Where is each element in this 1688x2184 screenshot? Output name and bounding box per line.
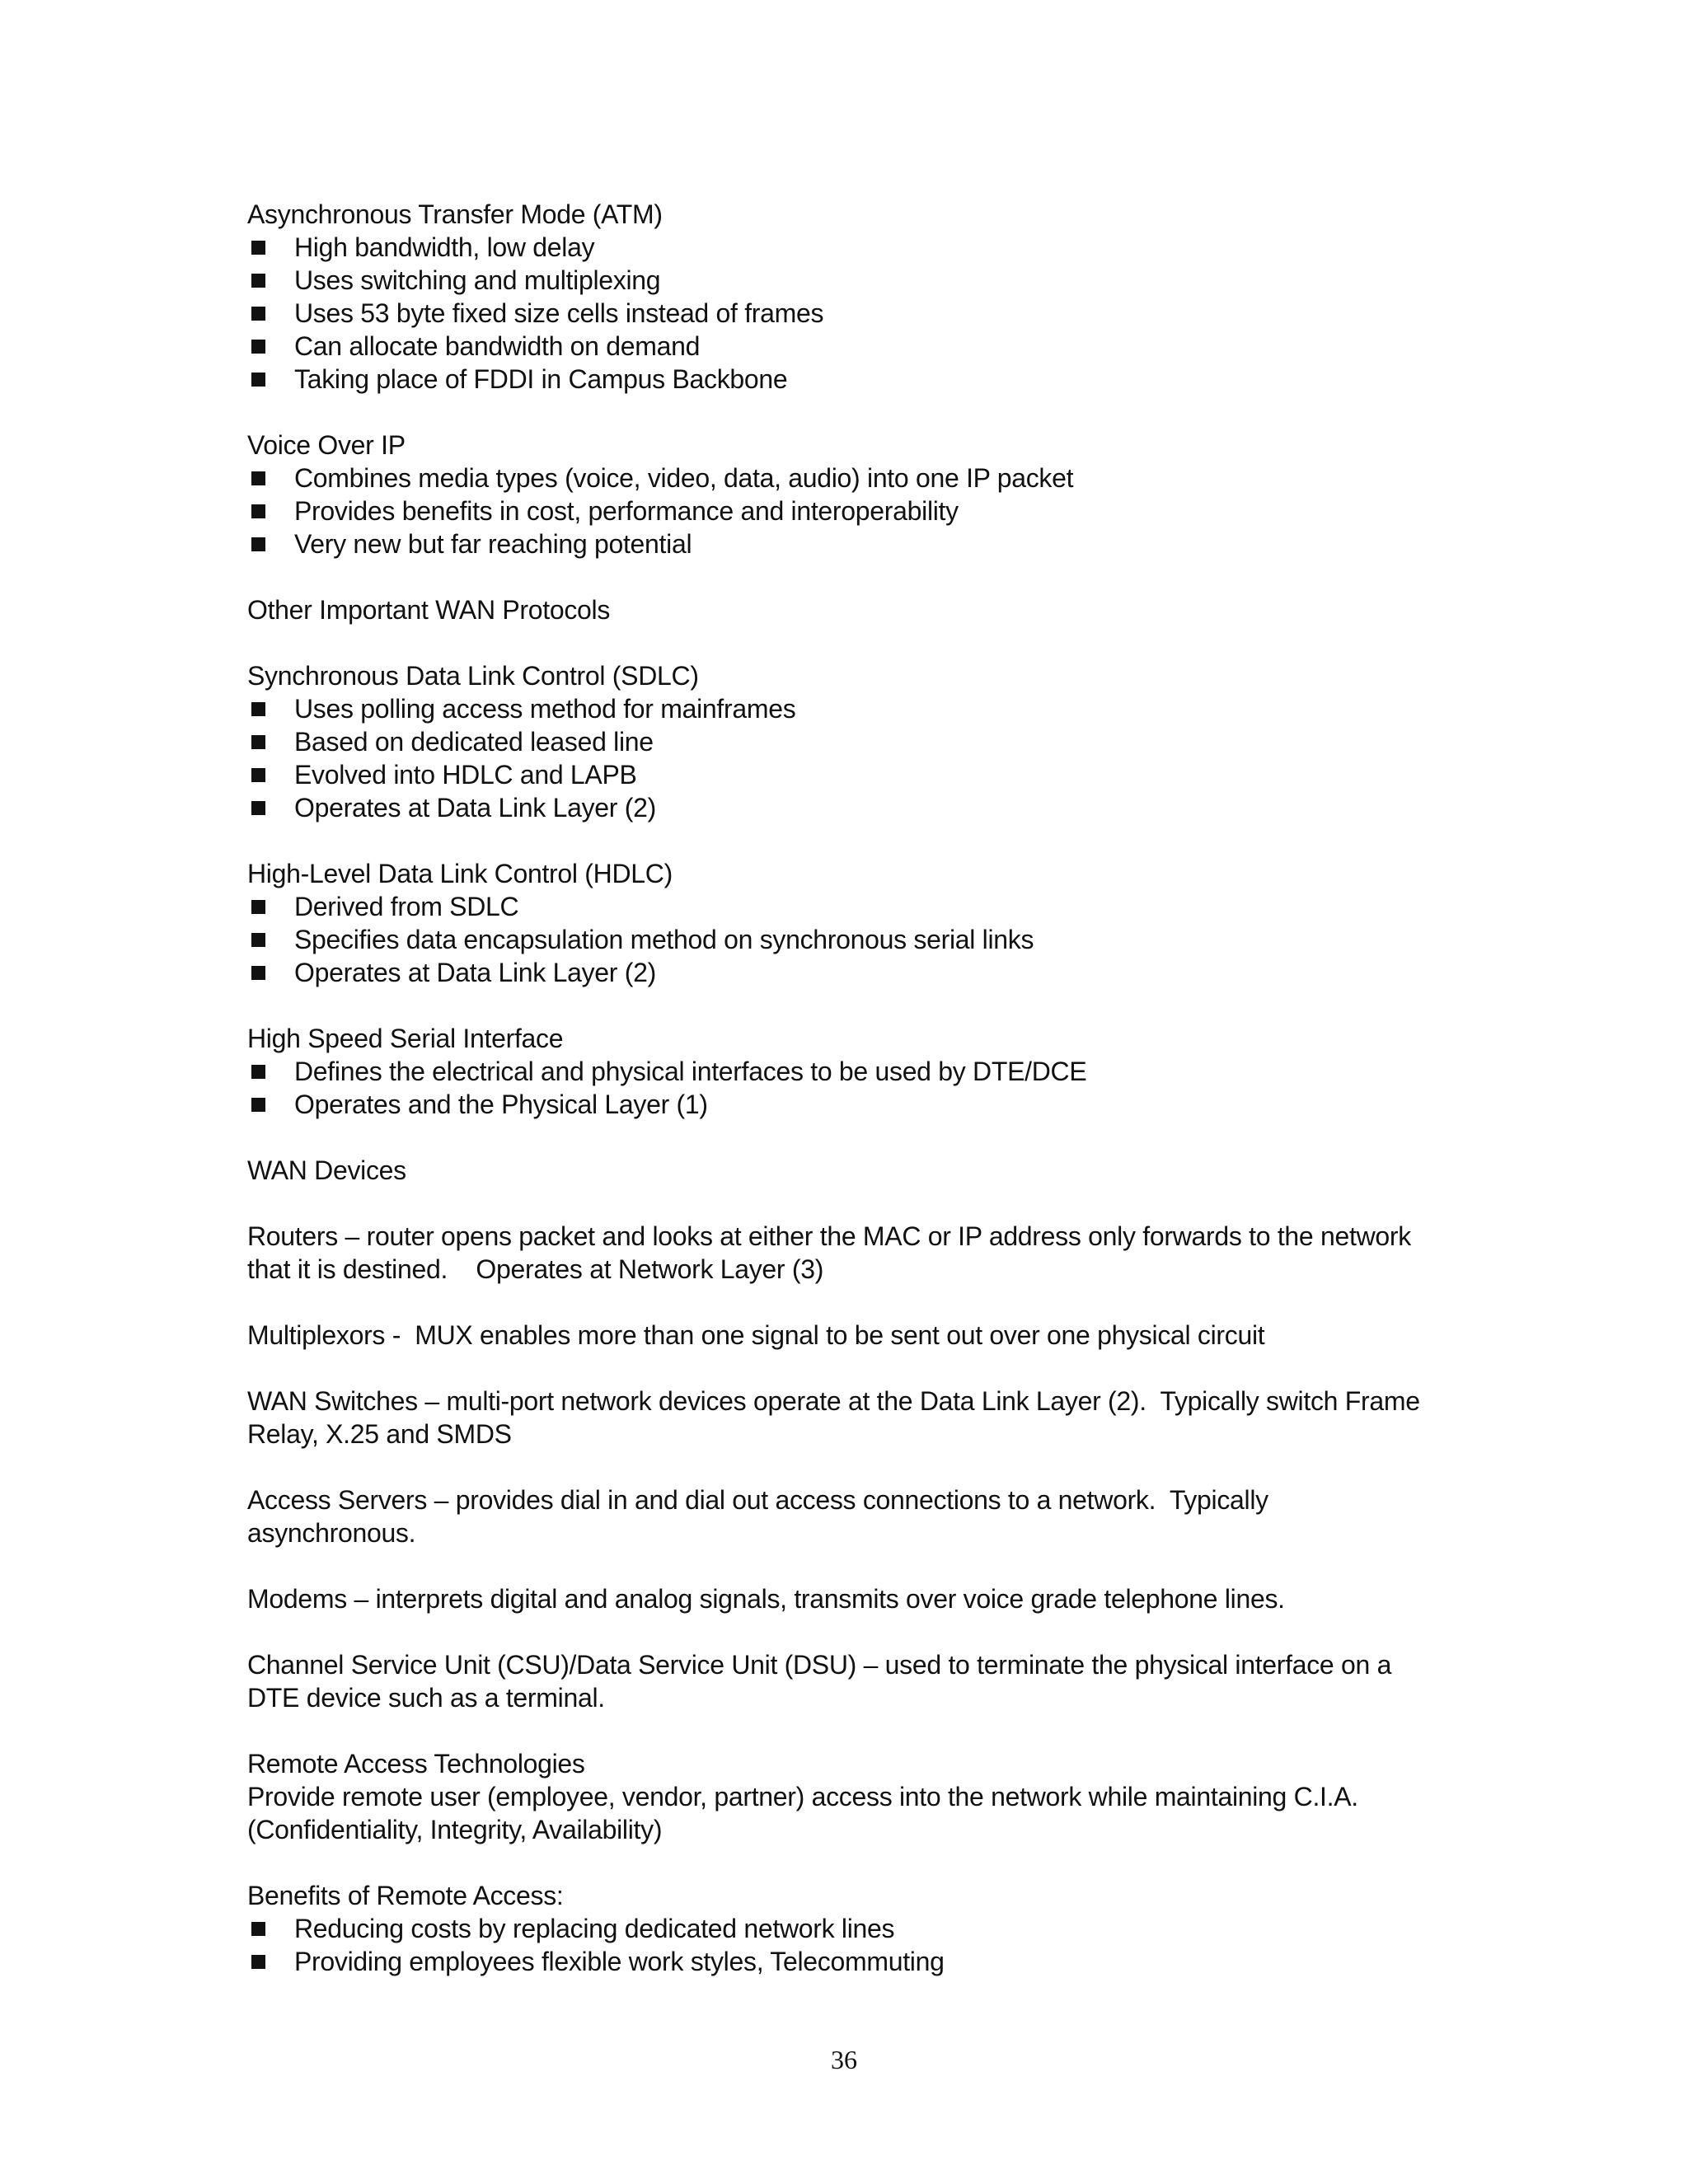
list-item-text: Uses polling access method for mainframes (294, 694, 796, 724)
list-item (247, 494, 1442, 527)
square-bullet-icon (251, 504, 265, 518)
section-heading: Benefits of Remote Access: (247, 1881, 564, 1910)
bullet-list (247, 462, 1442, 560)
wan-devices-section (247, 1154, 1442, 1187)
paragraph-text: Multiplexors - MUX enables more than one signal to be sent out over one physical circuit (247, 1320, 1265, 1350)
square-bullet-icon (251, 801, 265, 815)
square-bullet-icon (251, 702, 265, 716)
paragraph-text: Routers – router opens packet and looks at either the MAC or IP address only forwards to the network that it is destined. Operates at Network Layer (3) (247, 1221, 1418, 1284)
list-item (247, 923, 1442, 956)
square-bullet-icon (251, 274, 265, 288)
csu-dsu-paragraph (247, 1648, 1442, 1714)
list-item (247, 1088, 1442, 1121)
list-item-text: Providing employees flexible work styles, Telecommuting (294, 1947, 945, 1976)
bullet-list (247, 231, 1442, 396)
list-item-text: Based on dedicated leased line (294, 727, 654, 757)
list-item (247, 527, 1442, 560)
list-item (247, 363, 1442, 396)
square-bullet-icon (251, 307, 265, 321)
routers-paragraph (247, 1220, 1442, 1286)
list-item (247, 297, 1442, 330)
list-item (247, 1055, 1442, 1088)
list-item-text: Combines media types (voice, video, data, audio) into one IP packet (294, 463, 1074, 493)
square-bullet-icon (251, 537, 265, 551)
square-bullet-icon (251, 340, 265, 354)
section-heading: Other Important WAN Protocols (247, 595, 611, 625)
list-item (247, 890, 1442, 923)
wan-switches-paragraph (247, 1385, 1442, 1451)
section-heading: Voice Over IP (247, 430, 406, 460)
bullet-list (247, 1055, 1442, 1121)
section-heading: Synchronous Data Link Control (SDLC) (247, 661, 699, 691)
square-bullet-icon (251, 1065, 265, 1079)
benefits-section (247, 1879, 1442, 1978)
paragraph-text: Access Servers – provides dial in and dial out access connections to a network. Typically asynchronous. (247, 1485, 1276, 1548)
wan-protocols-section (247, 593, 1442, 626)
list-item-text: Defines the electrical and physical interfaces to be used by DTE/DCE (294, 1057, 1087, 1086)
voip-section (247, 429, 1442, 560)
square-bullet-icon (251, 1098, 265, 1112)
list-item-text: Taking place of FDDI in Campus Backbone (294, 364, 788, 394)
document-page (247, 198, 1442, 2011)
square-bullet-icon (251, 1922, 265, 1936)
square-bullet-icon (251, 1955, 265, 1969)
list-item-text: High bandwidth, low delay (294, 232, 595, 262)
multiplexors-paragraph (247, 1319, 1442, 1352)
bullet-list (247, 1912, 1442, 1978)
paragraph-text: Channel Service Unit (CSU)/Data Service Unit (DSU) – used to terminate the physical interface on a DTE device such as a terminal. (247, 1650, 1399, 1713)
list-item (247, 791, 1442, 824)
square-bullet-icon (251, 966, 265, 980)
list-item (247, 330, 1442, 363)
square-bullet-icon (251, 735, 265, 749)
square-bullet-icon (251, 471, 265, 485)
list-item (247, 956, 1442, 989)
section-heading: High Speed Serial Interface (247, 1024, 564, 1053)
section-heading: WAN Devices (247, 1155, 406, 1185)
list-item-text: Derived from SDLC (294, 892, 519, 921)
list-item-text: Operates at Data Link Layer (2) (294, 958, 656, 987)
list-item (247, 692, 1442, 725)
section-heading: Asynchronous Transfer Mode (ATM) (247, 199, 663, 229)
list-item-text: Can allocate bandwidth on demand (294, 331, 701, 361)
atm-section (247, 198, 1442, 396)
list-item-text: Uses switching and multiplexing (294, 265, 661, 295)
square-bullet-icon (251, 768, 265, 782)
square-bullet-icon (251, 933, 265, 947)
list-item (247, 264, 1442, 297)
list-item (247, 1912, 1442, 1945)
list-item (247, 462, 1442, 494)
paragraph-text: Provide remote user (employee, vendor, partner) access into the network while maintaining C.I.A. (Confidentiality, Integrity, Availability) (247, 1782, 1366, 1844)
list-item-text: Very new but far reaching potential (294, 529, 692, 559)
hdlc-section (247, 857, 1442, 989)
list-item-text: Operates and the Physical Layer (1) (294, 1090, 708, 1119)
page-number: 36 (831, 2045, 857, 2074)
square-bullet-icon (251, 373, 265, 387)
bullet-list (247, 692, 1442, 824)
sdlc-section (247, 659, 1442, 824)
paragraph-text: WAN Switches – multi-port network devices operate at the Data Link Layer (2). Typically switch Frame Relay, X.25 and SMDS (247, 1386, 1428, 1449)
paragraph-text: Modems – interprets digital and analog signals, transmits over voice grade telephone lines. (247, 1584, 1285, 1614)
bullet-list (247, 890, 1442, 989)
square-bullet-icon (251, 900, 265, 914)
list-item (247, 758, 1442, 791)
section-heading: High-Level Data Link Control (HDLC) (247, 859, 673, 888)
remote-access-section (247, 1747, 1442, 1846)
list-item (247, 725, 1442, 758)
access-servers-paragraph (247, 1483, 1442, 1549)
list-item (247, 231, 1442, 264)
list-item-text: Specifies data encapsulation method on synchronous serial links (294, 925, 1034, 954)
list-item-text: Evolved into HDLC and LAPB (294, 760, 637, 790)
list-item-text: Operates at Data Link Layer (2) (294, 793, 656, 823)
hssi-section (247, 1022, 1442, 1121)
list-item-text: Reducing costs by replacing dedicated network lines (294, 1914, 895, 1943)
list-item-text: Provides benefits in cost, performance and interoperability (294, 496, 959, 526)
modems-paragraph (247, 1582, 1442, 1615)
list-item-text: Uses 53 byte fixed size cells instead of frames (294, 298, 824, 328)
section-heading: Remote Access Technologies (247, 1749, 585, 1779)
list-item (247, 1945, 1442, 1978)
square-bullet-icon (251, 241, 265, 255)
